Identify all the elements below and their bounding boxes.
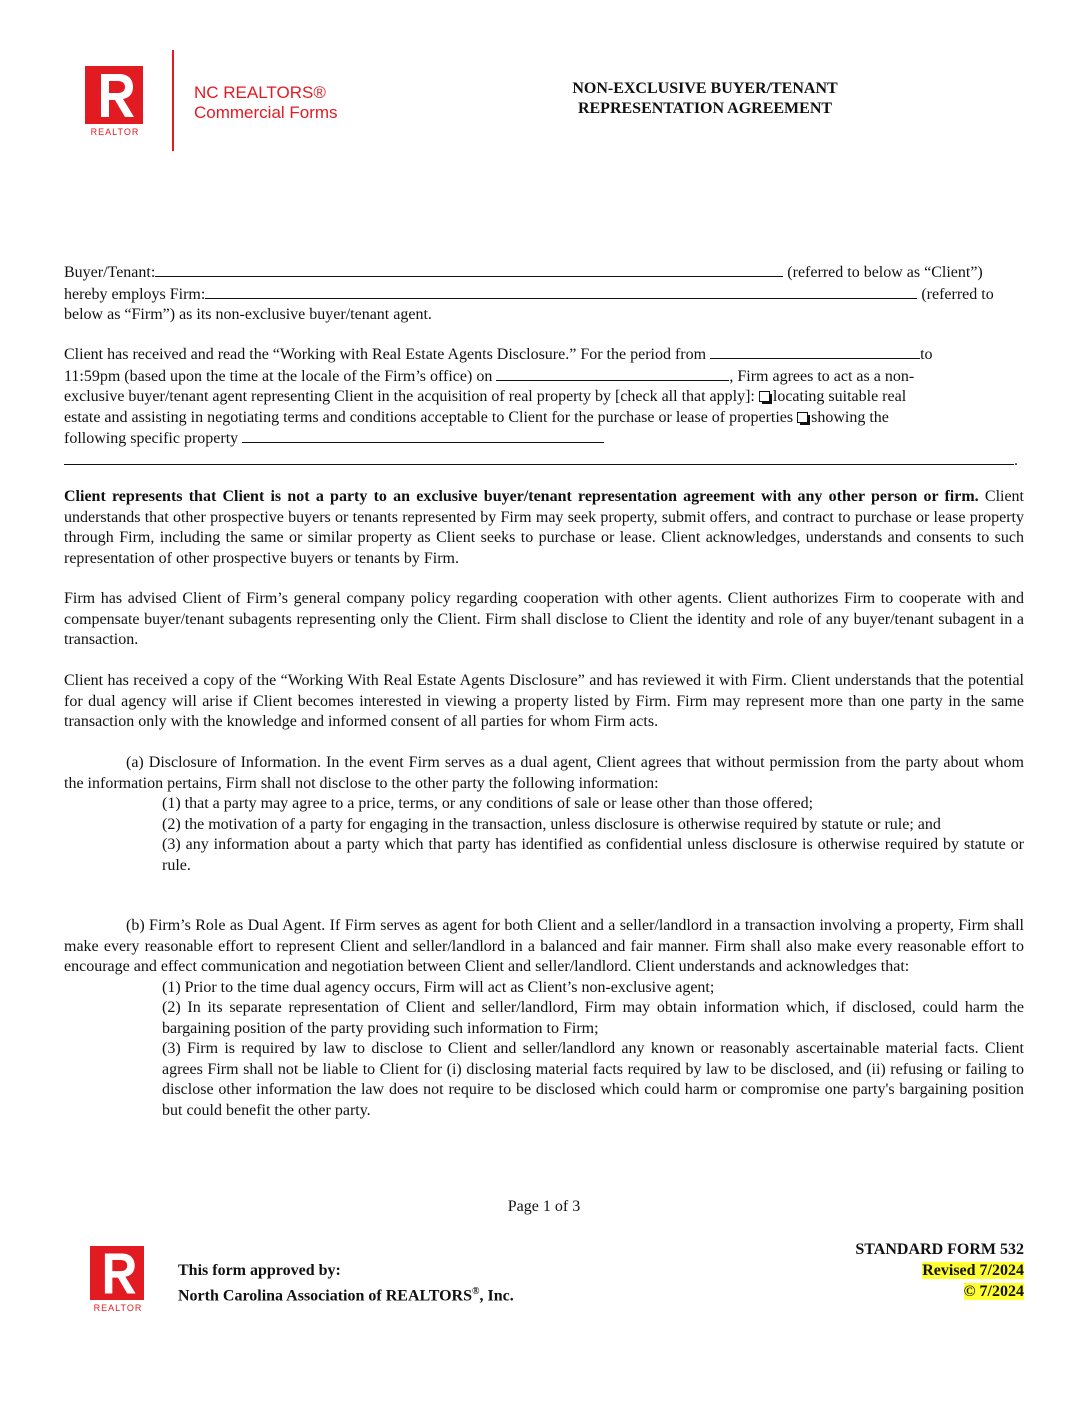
approval-block — [178, 1260, 514, 1306]
section-a-item-3: (3) any information about a party which that party has identified as confidential unless disclosure is otherwise required by statute or rule. — [162, 836, 1024, 874]
form-info-block — [855, 1239, 1024, 1302]
brand-name — [194, 83, 338, 123]
section-a-intro: (a) Disclosure of Information. In the event Firm serves as a dual agent, Client agrees that without permission from the party about whom the information pertains, Firm shall not disclose to the other party the following information: — [64, 754, 1024, 792]
revised-date: Revised 7/2024 — [922, 1262, 1024, 1279]
footer-realtor-logo — [90, 1246, 146, 1316]
term-line-1 — [64, 344, 1024, 366]
firm-continuation: below as “Firm”) as its non-exclusive buyer/tenant agent. — [64, 306, 432, 323]
end-date-field[interactable] — [496, 366, 729, 381]
term-text-4a: estate and assisting in negotiating terms and conditions acceptable to Client for the purchase or lease of properties — [64, 408, 794, 426]
buyer-name-field[interactable] — [155, 262, 783, 277]
term-text-1b: to — [920, 346, 933, 363]
term-line-5 — [64, 428, 1024, 450]
section-a-item-1: (1) that a party may agree to a price, terms, or any conditions of sale or lease other than those offered; — [162, 795, 814, 812]
firm-label: hereby employs Firm: — [64, 285, 206, 303]
r-glyph-icon — [90, 1246, 144, 1300]
term-block — [64, 344, 1024, 471]
document-title — [500, 79, 910, 119]
form-number: STANDARD FORM 532 — [855, 1241, 1024, 1258]
term-line-2 — [64, 366, 1024, 388]
brand-line-1: NC REALTORS® — [194, 83, 326, 102]
locating-property-checkbox[interactable] — [759, 391, 770, 402]
term-text-5: following specific property — [64, 430, 239, 447]
term-line-4 — [64, 408, 1024, 429]
registered-mark: ® — [471, 1286, 480, 1297]
section-b-item-1: (1) Prior to the time dual agency occurs, Firm will act as Client’s non-exclusive agent; — [162, 978, 715, 996]
footer-logo-word: REALTOR — [93, 1303, 143, 1313]
title-line-1: NON-EXCLUSIVE BUYER/TENANT — [572, 80, 838, 97]
term-text-6-end: . — [1014, 451, 1018, 469]
section-b-intro: (b) Firm’s Role as Dual Agent. If Firm serves as agent for both Client and a seller/landlord in a transaction involving a property, Firm shall make every reasonable effort to represent Client and seller/landlord in a balanced and fair manner. Firm shall also make every reasonable effort to encourage and effect communication and negotiation between Client and seller/landlord. Client understands and acknowledges that: — [64, 917, 1024, 975]
section-b — [64, 916, 1024, 1121]
approval-org: North Carolina Association of REALTORS — [178, 1287, 472, 1305]
approval-line-1: This form approved by: — [178, 1262, 341, 1279]
represents-text: Client understands that other prospective buyers or tenants represented by Firm may seek property, submit offers, and contract to purchase or lease property through Firm, including the same or similar property as Client seeks to purchase or lease. Client acknowledges, understands and consents to such representation of other prospective buyers or tenants by Firm. — [64, 488, 1024, 567]
firm-line — [64, 284, 1024, 306]
represents-bold-text: Client represents that Client is not a party to an exclusive buyer/tenant representation agreement with any other person or firm. — [64, 488, 979, 505]
term-text-2b: , Firm agrees to act as a non- — [729, 367, 915, 385]
term-text-2a: 11:59pm (based upon the time at the locale of the Firm’s office) on — [64, 367, 493, 385]
term-text-3a: exclusive buyer/tenant agent representing Client in the acquisition of real property by [check all that apply]: — [64, 388, 755, 405]
page-number: Page 1 of 3 — [507, 1198, 581, 1215]
realtor-logo-mark — [85, 66, 143, 124]
cooperation-paragraph: Firm has advised Client of Firm’s general company policy regarding cooperation with other agents. Client authorizes Firm to cooperate with and compensate buyer/tenant subagents representing only the Client. Firm shall disclose to Client the identity and role of any buyer/tenant subagent in a transaction. — [64, 590, 1024, 648]
parties-block — [64, 262, 1024, 326]
firm-suffix: (referred to — [921, 285, 994, 303]
firm-name-field[interactable] — [205, 284, 917, 299]
start-date-field[interactable] — [710, 344, 920, 359]
approval-line-2 — [178, 1281, 514, 1306]
specific-property-field-2[interactable] — [64, 450, 1014, 465]
r-glyph-icon — [85, 66, 143, 124]
term-line-3 — [64, 387, 1024, 408]
realtor-logo-word: REALTOR — [90, 127, 140, 137]
brand-line-2: Commercial Forms — [194, 103, 338, 122]
buyer-label: Buyer/Tenant: — [64, 264, 156, 281]
realtor-logo — [85, 66, 145, 141]
term-text-4b: showing the — [811, 408, 889, 426]
approval-tail: , Inc. — [479, 1287, 514, 1305]
title-line-2: REPRESENTATION AGREEMENT — [577, 100, 833, 117]
section-b-item-3: (3) Firm is required by law to disclose to Client and seller/landlord any known or reasonably ascertainable material facts. Client agrees Firm shall not be liable to Client for (i) disclosing material facts required by law to be disclosed, and (ii) refusing or failing to disclose other information the law does not require to be disclosed which could harm or compromise one party's bargaining position but could benefit the other party. — [162, 1040, 1024, 1119]
footer-logo-mark — [90, 1246, 144, 1300]
term-text-1a: Client has received and read the “Working with Real Estate Agents Disclosure.” For the period from — [64, 346, 707, 363]
section-a-item-2: (2) the motivation of a party for engaging in the transaction, unless disclosure is otherwise required by statute or rule; and — [162, 815, 941, 833]
represents-paragraph — [64, 487, 1024, 569]
copyright-date: © 7/2024 — [963, 1283, 1024, 1300]
term-line-6 — [64, 450, 1024, 472]
buyer-suffix: (referred to below as “Client”) — [787, 264, 983, 281]
brand-divider — [172, 50, 174, 151]
buyer-line — [64, 262, 1024, 284]
section-b-item-2: (2) In its separate representation of Client and seller/landlord, Firm may obtain information which, if disclosed, could harm the bargaining position of the party providing such information to Firm; — [162, 999, 1024, 1037]
section-a — [64, 753, 1024, 876]
specific-property-field[interactable] — [242, 428, 604, 443]
term-text-3b: locating suitable real — [772, 388, 907, 405]
dual-agency-paragraph: Client has received a copy of the “Working With Real Estate Agents Disclosure” and has reviewed it with Firm. Client understands that the potential for dual agency will arise if Client becomes interested in viewing a property listed by Firm. Firm may represent more than one party in the same transaction only with the knowledge and informed consent of all parties for whom Firm acts. — [64, 672, 1024, 730]
specific-property-checkbox[interactable] — [797, 412, 808, 423]
